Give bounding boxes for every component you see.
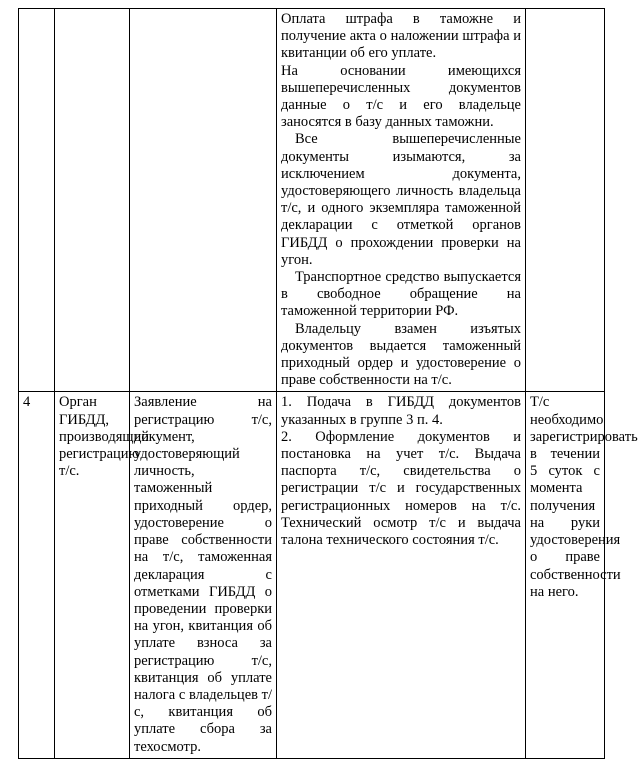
action-item: 2. Оформление документов и постановка на учет т/с. Выдача паспорта т/с, свидетельства о регистрации т/с и государственных регистрационных номеров на т/с. Технический осмотр т/с и выдача талона технического состояния т/с. — [281, 428, 521, 549]
actions-cell — [277, 9, 526, 392]
paragraph: Оплата штрафа в таможне и получение акта о наложении штрафа и квитанции об его уплате. — [281, 11, 521, 62]
body-cell — [55, 392, 150, 758]
paragraph: На основании имеющихся вышеперечисленных документов данные о т/с и его владельце заносятся в базу данных таможни. — [281, 62, 521, 131]
deadline-text: Т/с необходимо зарегистрировать в течении 5 суток с момента получения на руки удостоверения о праве собственности на него. — [530, 394, 638, 600]
paragraph: Транспортное средство выпускается в свободное обращение на таможенной территории РФ. — [281, 269, 521, 320]
deadline-cell — [526, 9, 605, 392]
documents-cell — [130, 392, 277, 758]
table-row — [19, 392, 605, 758]
documents-cell — [130, 9, 277, 392]
body-text: Орган ГИБДД, производящий регистрацию т/с. — [59, 394, 150, 480]
body-cell — [55, 9, 130, 392]
documents-text: Заявление на регистрацию т/с, документ, удостоверяющий личность, таможенный приходный ордер, удостоверение о праве собственности на т/с, таможенная декларация с отметками ГИБДД о проведении проверки на угон, квитанция об уплате взноса за регистрацию т/с, квитанция об уплате налога с владельцев т/с, квитанция об уплате сбора за техосмотр. — [134, 394, 272, 755]
paragraph: Владельцу взамен изъятых документов выдается таможенный приходный ордер и удостоверение о праве собственности на т/с. — [281, 320, 521, 389]
paragraph: Все вышеперечисленные документы изымаются, за исключением документа, удостоверяющего личность владельца т/с, и одного экземпляра таможенной декларации с отметкой органов ГИБДД о прохождении проверки на угон. — [281, 131, 521, 268]
actions-cell — [277, 392, 526, 758]
number-cell: 4 — [19, 392, 55, 758]
number-cell — [19, 9, 55, 392]
table-row — [19, 9, 605, 392]
deadline-cell — [526, 392, 638, 758]
customs-procedure-table — [18, 8, 638, 759]
action-item: 1. Подача в ГИБДД документов указанных в группе 3 п. 4. — [281, 394, 521, 428]
